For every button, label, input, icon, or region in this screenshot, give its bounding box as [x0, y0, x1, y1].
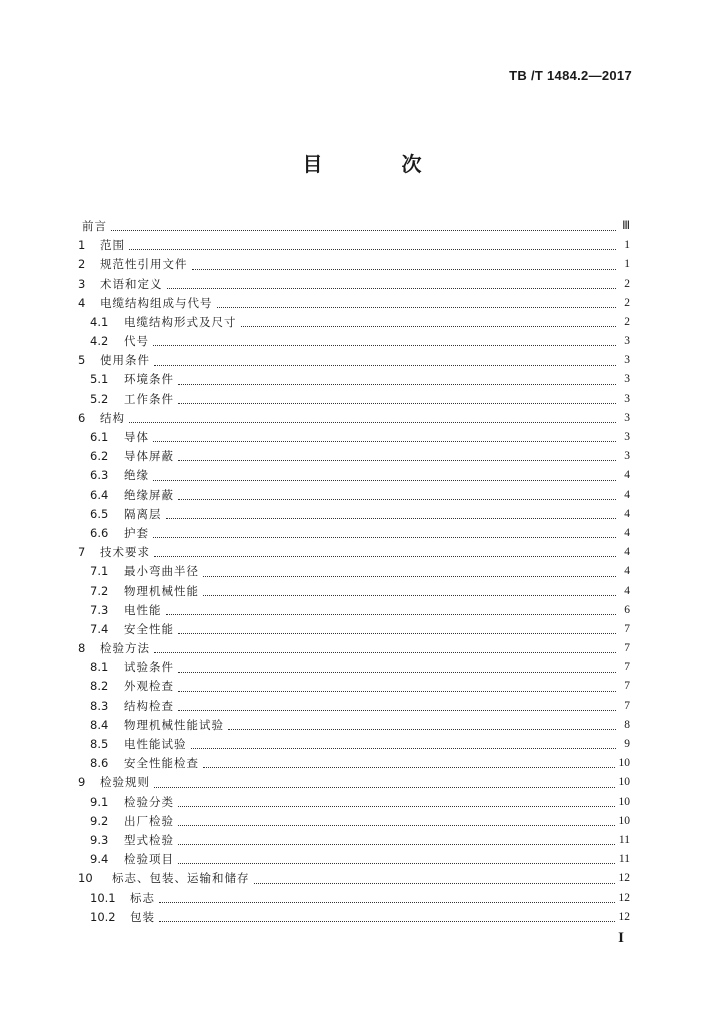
- toc-entry-title: 出厂检验: [124, 813, 174, 828]
- toc-entry-page: 9: [624, 738, 630, 751]
- toc-dot-leader: [154, 556, 616, 557]
- toc-dot-leader: [153, 345, 616, 346]
- toc-entry[interactable]: [78, 236, 630, 255]
- toc-entry[interactable]: [78, 332, 630, 351]
- toc-entry-page: 3: [624, 431, 630, 444]
- toc-dot-leader: [178, 633, 616, 634]
- toc-entry-number: 4: [78, 295, 86, 310]
- toc-entry[interactable]: [78, 773, 630, 792]
- toc-entry-title: 隔离层: [124, 506, 162, 521]
- toc-dot-leader: [203, 576, 616, 577]
- toc-entry-number: 10.2: [90, 909, 116, 924]
- toc-entry[interactable]: [78, 850, 630, 869]
- toc-entry-page: 7: [624, 680, 630, 693]
- toc-entry[interactable]: [78, 217, 630, 236]
- toc-dot-leader: [178, 691, 616, 692]
- toc-dot-leader: [178, 403, 616, 404]
- toc-dot-leader: [178, 710, 616, 711]
- toc-entry-title: 包装: [130, 909, 155, 924]
- toc-entry-number: 7.2: [90, 583, 109, 598]
- toc-dot-leader: [154, 787, 615, 788]
- toc-entry-title: 检验分类: [124, 794, 174, 809]
- toc-entry-title: 电性能: [124, 602, 162, 617]
- toc-entry-number: 7: [78, 545, 86, 560]
- toc-entry-title: 使用条件: [100, 353, 150, 368]
- toc-entry-number: 7.1: [90, 564, 109, 579]
- toc-dot-leader: [178, 672, 616, 673]
- toc-entry-number: 9: [78, 775, 86, 790]
- toc-entry[interactable]: [78, 255, 630, 274]
- toc-entry-page: 11: [618, 833, 630, 846]
- toc-entry-title: 导体: [124, 430, 149, 445]
- toc-entry-page: 3: [624, 373, 630, 386]
- toc-entry-title: 最小弯曲半径: [124, 564, 199, 579]
- toc-dot-leader: [153, 480, 616, 481]
- toc-entry-number: 6.3: [90, 468, 109, 483]
- toc-entry-number: 5: [78, 353, 86, 368]
- toc-entry-page: 10: [618, 814, 630, 827]
- toc-dot-leader: [178, 825, 615, 826]
- toc-entry[interactable]: [78, 754, 630, 773]
- toc-entry-number: 5.1: [90, 372, 109, 387]
- toc-entry-page: 4: [624, 469, 630, 482]
- toc-entry-title: 绝缘屏蔽: [124, 487, 174, 502]
- toc-entry-page: 4: [624, 526, 630, 539]
- toc-entry-title: 试验条件: [124, 660, 174, 675]
- toc-entry[interactable]: [78, 428, 630, 447]
- toc-entry[interactable]: [78, 371, 630, 390]
- toc-entry-title: 结构检查: [124, 698, 174, 713]
- toc-dot-leader: [167, 288, 617, 289]
- toc-entry-number: 10: [78, 871, 93, 886]
- toc-entry[interactable]: [78, 486, 630, 505]
- toc-entry-page: 10: [618, 757, 630, 770]
- toc-entry-page: 6: [624, 603, 630, 616]
- toc-entry-page: 10: [618, 795, 630, 808]
- toc-entry[interactable]: [78, 562, 630, 581]
- toc-entry-number: 6.6: [90, 525, 109, 540]
- toc-entry-title: 前言: [82, 218, 107, 233]
- toc-entry[interactable]: [78, 716, 630, 735]
- toc-entry-number: 6.2: [90, 449, 109, 464]
- toc-entry-title: 结构: [100, 410, 125, 425]
- toc-entry[interactable]: [78, 505, 630, 524]
- toc-dot-leader: [191, 748, 617, 749]
- toc-entry-page: 4: [624, 584, 630, 597]
- toc-entry-title: 环境条件: [124, 372, 174, 387]
- toc-entry-number: 10.1: [90, 890, 116, 905]
- toc-entry[interactable]: [78, 678, 630, 697]
- toc-dot-leader: [159, 902, 615, 903]
- toc-entry-number: 7.3: [90, 602, 109, 617]
- toc-entry[interactable]: [78, 869, 630, 888]
- toc-entry-title: 物理机械性能: [124, 583, 199, 598]
- toc-entry-page: 7: [624, 642, 630, 655]
- toc-entry-number: 3: [78, 276, 86, 291]
- toc-dot-leader: [178, 460, 616, 461]
- toc-entry-title: 工作条件: [124, 391, 174, 406]
- toc-entry[interactable]: [78, 889, 630, 908]
- toc-entry-page: Ⅲ: [622, 219, 630, 232]
- toc-entry-title: 安全性能检查: [124, 756, 199, 771]
- toc-entry-page: 12: [618, 872, 630, 885]
- toc-entry-page: 4: [624, 546, 630, 559]
- toc-entry-number: 6: [78, 410, 86, 425]
- toc-dot-leader: [178, 806, 615, 807]
- toc-entry-number: 2: [78, 257, 86, 272]
- toc-entry[interactable]: [78, 831, 630, 850]
- toc-entry-number: 9.1: [90, 794, 109, 809]
- toc-entry[interactable]: [78, 735, 630, 754]
- toc-entry-title: 外观检查: [124, 679, 174, 694]
- toc-entry-title: 标志、包装、运输和储存: [112, 871, 250, 886]
- toc-entry-title: 电性能试验: [124, 737, 187, 752]
- toc-entry-number: 6.1: [90, 430, 109, 445]
- toc-entry-number: 7.4: [90, 621, 109, 636]
- toc-entry[interactable]: [78, 351, 630, 370]
- toc-entry[interactable]: [78, 582, 630, 601]
- toc-entry-page: 2: [624, 277, 630, 290]
- toc-entry-page: 1: [624, 239, 630, 252]
- toc-entry[interactable]: [78, 466, 630, 485]
- toc-dot-leader: [254, 883, 615, 884]
- toc-dot-leader: [153, 441, 616, 442]
- toc-entry-title: 导体屏蔽: [124, 449, 174, 464]
- toc-entry-number: 8.2: [90, 679, 109, 694]
- toc-dot-leader: [178, 844, 615, 845]
- toc-entry-page: 3: [624, 392, 630, 405]
- toc-entry[interactable]: [78, 543, 630, 562]
- toc-dot-leader: [154, 365, 616, 366]
- toc-entry-number: 5.2: [90, 391, 109, 406]
- toc-entry-page: 2: [624, 296, 630, 309]
- toc-entry[interactable]: [78, 639, 630, 658]
- toc-entry-title: 术语和定义: [100, 276, 163, 291]
- toc-entry-number: 4.2: [90, 334, 109, 349]
- toc-entry-page: 10: [618, 776, 630, 789]
- toc-entry-number: 8.5: [90, 737, 109, 752]
- toc-entry-title: 标志: [130, 890, 155, 905]
- toc-entry-title: 安全性能: [124, 621, 174, 636]
- toc-dot-leader: [217, 307, 617, 308]
- toc-entry-page: 3: [624, 354, 630, 367]
- toc-entry-number: 4.1: [90, 314, 109, 329]
- toc-entry-number: 8.3: [90, 698, 109, 713]
- toc-entry-number: 8.4: [90, 717, 109, 732]
- table-of-contents: [78, 217, 630, 927]
- toc-entry-title: 检验规则: [100, 775, 150, 790]
- toc-entry-title: 技术要求: [100, 545, 150, 560]
- document-code: TB /T 1484.2—2017: [509, 68, 632, 83]
- toc-entry-page: 2: [624, 315, 630, 328]
- toc-entry[interactable]: [78, 697, 630, 716]
- toc-entry-title: 型式检验: [124, 832, 174, 847]
- toc-dot-leader: [111, 230, 616, 231]
- toc-dot-leader: [159, 921, 615, 922]
- toc-entry-page: 12: [618, 910, 630, 923]
- toc-entry-page: 7: [624, 661, 630, 674]
- toc-entry-number: 8: [78, 641, 86, 656]
- toc-entry-title: 检验方法: [100, 641, 150, 656]
- toc-entry-number: 8.1: [90, 660, 109, 675]
- toc-entry-page: 4: [624, 507, 630, 520]
- toc-dot-leader: [178, 863, 615, 864]
- toc-entry[interactable]: [78, 620, 630, 639]
- page-number: I: [618, 930, 624, 946]
- toc-entry-page: 4: [624, 488, 630, 501]
- toc-entry[interactable]: [78, 313, 630, 332]
- toc-entry-number: 9.3: [90, 832, 109, 847]
- toc-entry-number: 6.4: [90, 487, 109, 502]
- toc-entry-page: 1: [624, 258, 630, 271]
- toc-dot-leader: [192, 269, 617, 270]
- toc-dot-leader: [129, 422, 616, 423]
- toc-dot-leader: [166, 518, 617, 519]
- toc-entry-page: 12: [618, 891, 630, 904]
- toc-entry-title: 检验项目: [124, 852, 174, 867]
- toc-entry[interactable]: [78, 524, 630, 543]
- page-title: 目 次: [302, 152, 458, 176]
- toc-entry[interactable]: [78, 601, 630, 620]
- toc-entry-title: 电缆结构形式及尺寸: [124, 314, 237, 329]
- toc-dot-leader: [241, 326, 617, 327]
- toc-entry[interactable]: [78, 908, 630, 927]
- toc-entry-title: 代号: [124, 334, 149, 349]
- toc-dot-leader: [203, 767, 615, 768]
- toc-entry-page: 11: [618, 853, 630, 866]
- toc-entry[interactable]: [78, 294, 630, 313]
- toc-dot-leader: [178, 384, 616, 385]
- toc-entry-title: 电缆结构组成与代号: [100, 295, 213, 310]
- toc-entry[interactable]: [78, 447, 630, 466]
- toc-entry-title: 范围: [100, 238, 125, 253]
- toc-entry-number: 6.5: [90, 506, 109, 521]
- toc-entry[interactable]: [78, 390, 630, 409]
- toc-entry-number: 9.4: [90, 852, 109, 867]
- toc-entry-number: 9.2: [90, 813, 109, 828]
- toc-entry-title: 物理机械性能试验: [124, 717, 224, 732]
- toc-dot-leader: [166, 614, 617, 615]
- toc-entry[interactable]: [78, 793, 630, 812]
- toc-entry[interactable]: [78, 658, 630, 677]
- toc-entry[interactable]: [78, 812, 630, 831]
- toc-entry-page: 3: [624, 450, 630, 463]
- toc-entry-title: 护套: [124, 525, 149, 540]
- toc-dot-leader: [153, 537, 616, 538]
- toc-entry-number: 8.6: [90, 756, 109, 771]
- toc-entry-number: 1: [78, 238, 86, 253]
- toc-dot-leader: [154, 652, 616, 653]
- toc-entry-page: 8: [624, 718, 630, 731]
- toc-dot-leader: [129, 249, 616, 250]
- toc-dot-leader: [178, 499, 616, 500]
- toc-entry-page: 7: [624, 622, 630, 635]
- toc-entry-page: 3: [624, 411, 630, 424]
- toc-dot-leader: [203, 595, 616, 596]
- toc-dot-leader: [228, 729, 616, 730]
- toc-entry[interactable]: [78, 275, 630, 294]
- toc-entry[interactable]: [78, 409, 630, 428]
- toc-entry-page: 7: [624, 699, 630, 712]
- toc-entry-title: 规范性引用文件: [100, 257, 188, 272]
- toc-entry-page: 3: [624, 335, 630, 348]
- toc-entry-page: 4: [624, 565, 630, 578]
- toc-entry-title: 绝缘: [124, 468, 149, 483]
